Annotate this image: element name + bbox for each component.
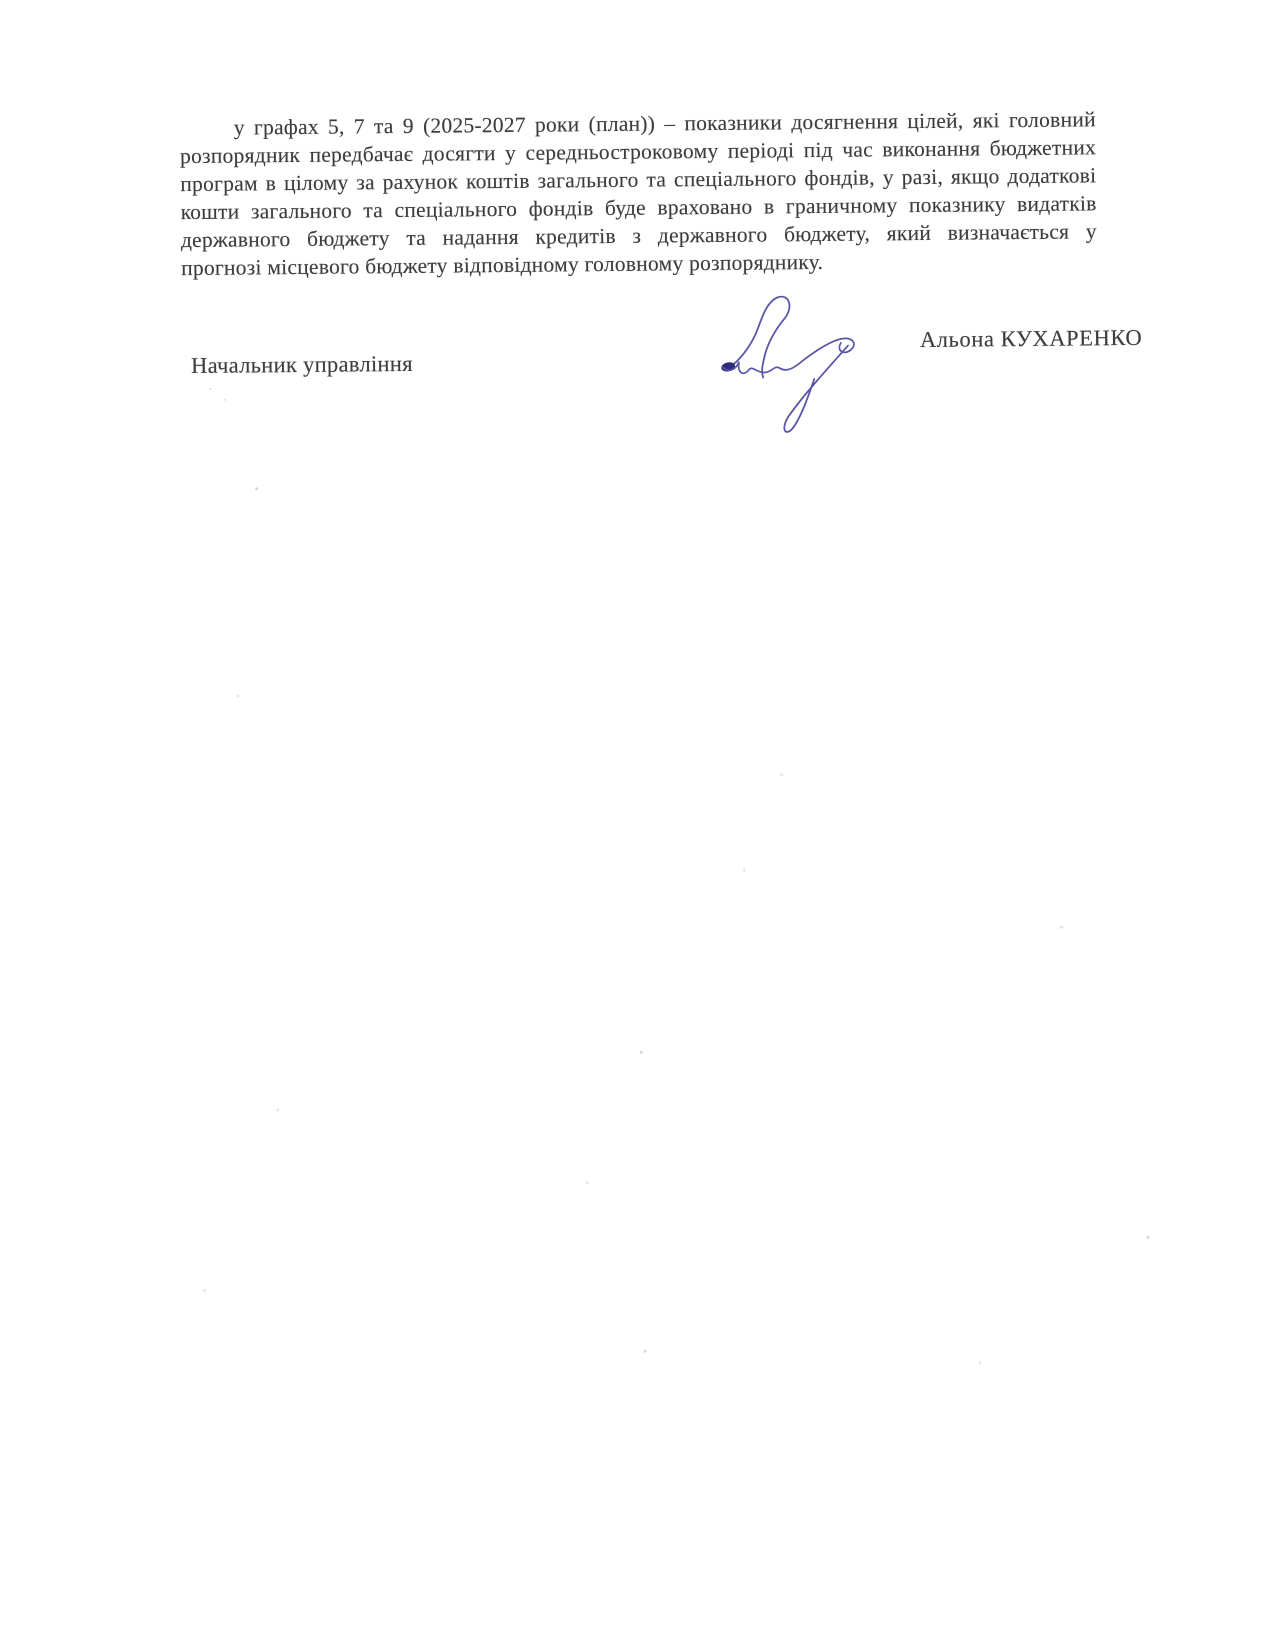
scan-speck xyxy=(236,695,239,698)
scan-speck xyxy=(276,1108,279,1111)
scan-speck xyxy=(644,1350,647,1353)
scan-speck xyxy=(586,1181,589,1184)
scan-speck xyxy=(1060,926,1064,929)
scan-speck xyxy=(203,1289,206,1292)
scan-speck xyxy=(743,869,746,872)
paragraph-line: кошти загального та спеціального фондів буде враховано в граничному показнику видатків xyxy=(180,191,1097,225)
signatory-name: Альона КУХАРЕНКО xyxy=(919,324,1143,353)
paragraph-line: державного бюджету та надання кредитів з державного бюджету, який визначається у xyxy=(180,219,1097,253)
scan-speck xyxy=(255,487,258,490)
paragraph-line: у графах 5, 7 та 9 (2025-2027 роки (план)) – показники досягнення цілей, які головний xyxy=(233,107,1096,140)
scan-speck xyxy=(979,1361,982,1364)
scan-speck xyxy=(640,1051,643,1054)
handwritten-signature-icon xyxy=(700,283,872,443)
paragraph-line: розпорядник передбачає досягти у середньостроковому періоді під час виконання бюджетних xyxy=(179,135,1097,169)
signatory-position-title: Начальник управління xyxy=(190,350,413,379)
paragraph-line: прогнозі місцевого бюджету відповідному головному розпоряднику. xyxy=(181,249,824,281)
paragraph-line: програм в цілому за рахунок коштів загального та спеціального фондів, у разі, якщо додаткові xyxy=(180,163,1097,197)
scan-speck xyxy=(209,388,211,390)
scan-speck xyxy=(780,773,783,776)
scan-speck xyxy=(1146,1236,1149,1239)
scan-speck xyxy=(223,399,226,401)
body-paragraph xyxy=(180,105,1098,282)
